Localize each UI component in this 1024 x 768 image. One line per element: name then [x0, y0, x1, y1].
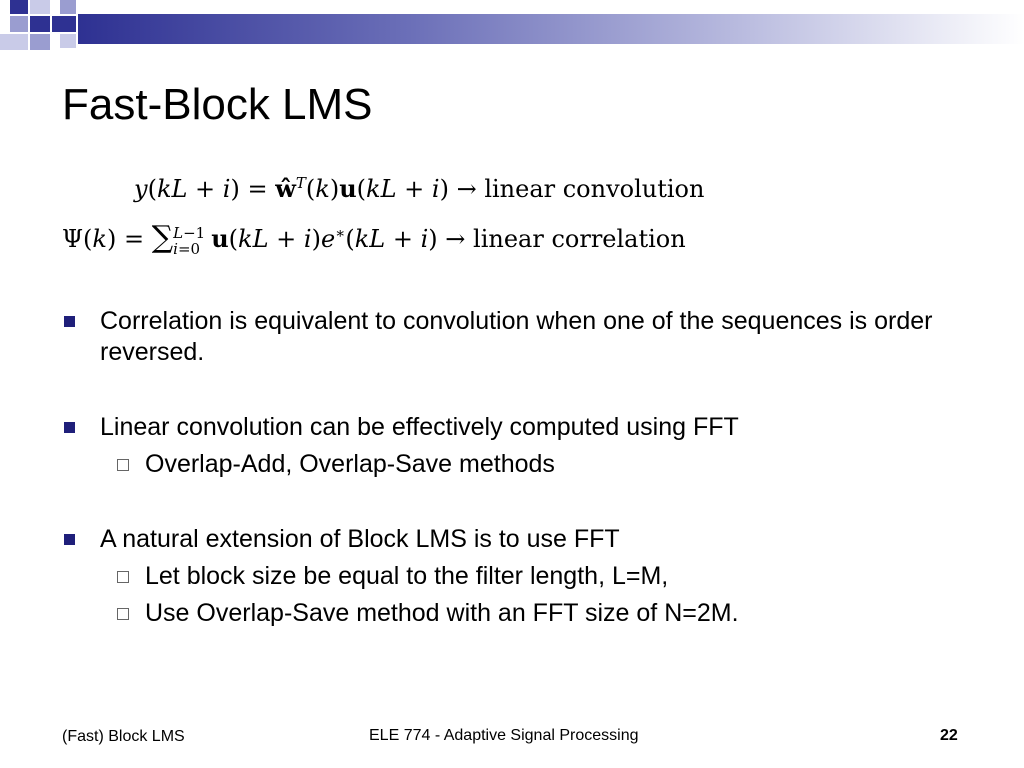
- bullet-list: [62, 306, 962, 629]
- hollow-square-bullet-icon: [117, 571, 129, 583]
- decor-square: [10, 16, 28, 32]
- sub-bullet-item: [62, 449, 962, 480]
- sub-bullet-item: [62, 561, 962, 592]
- hollow-square-bullet-icon: [117, 459, 129, 471]
- slide-title: Fast-Block LMS: [62, 80, 373, 129]
- decor-square: [0, 34, 28, 50]
- sub-bullet-text: Overlap-Add, Overlap-Save methods: [145, 450, 555, 478]
- sub-bullet-item: [62, 598, 962, 629]
- page-number: 22: [940, 727, 958, 744]
- square-bullet-icon: [64, 316, 75, 327]
- decor-square: [52, 16, 76, 32]
- equation-convolution: $y(kL + i) = ŵ^T(k)u(kL + i)$ → linear convolution: [134, 174, 705, 203]
- eq2-label: linear correlation: [473, 225, 686, 253]
- decor-square: [60, 34, 76, 48]
- decor-square: [30, 0, 50, 14]
- bullet-text: Correlation is equivalent to convolution when one of the sequences is order reversed.: [100, 307, 933, 366]
- sub-bullet-text: Use Overlap-Save method with an FFT size of N=2M.: [145, 599, 739, 627]
- bullet-text: Linear convolution can be effectively computed using FFT: [100, 413, 739, 441]
- decor-square: [60, 0, 76, 14]
- eq1-label: linear convolution: [484, 175, 705, 203]
- header-gradient-bar: [78, 14, 1024, 44]
- footer-center: ELE 774 - Adaptive Signal Processing: [369, 727, 639, 744]
- decor-square: [10, 0, 28, 14]
- square-bullet-icon: [64, 534, 75, 545]
- footer-left: (Fast) Block LMS: [62, 728, 185, 745]
- bullet-item: [62, 412, 962, 443]
- square-bullet-icon: [64, 422, 75, 433]
- bullet-text: A natural extension of Block LMS is to use FFT: [100, 525, 620, 553]
- equation-correlation: Ψ(k) = ∑ L−1 i=0 u(kL + i)e∗(kL + i) → linear correlation: [62, 220, 686, 258]
- header-decoration: [0, 0, 1024, 62]
- decor-square: [30, 16, 50, 32]
- decor-square: [30, 34, 50, 50]
- hollow-square-bullet-icon: [117, 608, 129, 620]
- bullet-item: [62, 306, 962, 368]
- sub-bullet-text: Let block size be equal to the filter length, L=M,: [145, 562, 669, 590]
- bullet-item: [62, 524, 962, 555]
